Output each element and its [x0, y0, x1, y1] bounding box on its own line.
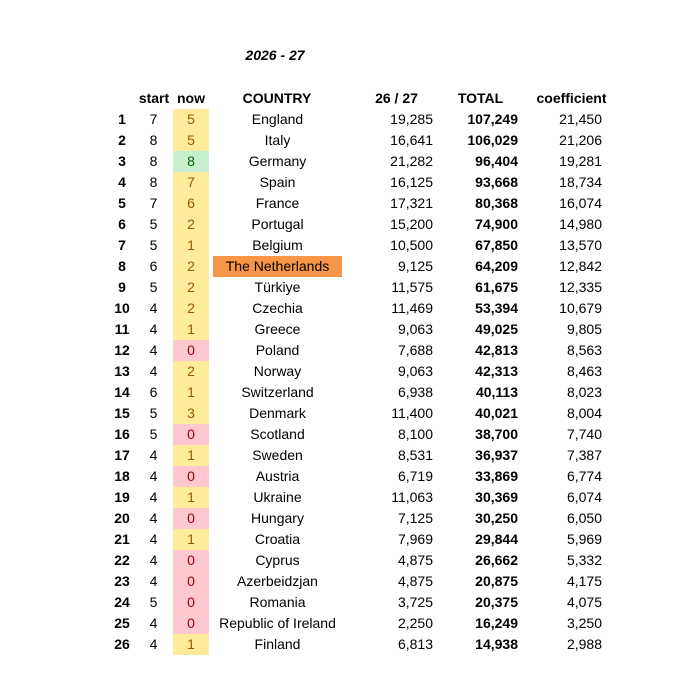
table-row [108, 550, 615, 571]
total-cell: 38,700 [475, 426, 518, 442]
now-cell: 2 [172, 298, 210, 319]
start-cell: 6 [149, 384, 158, 400]
rank-cell: 5 [118, 195, 126, 211]
total-cell: 67,850 [475, 237, 518, 253]
now-cell: 1 [172, 529, 210, 550]
rank-cell: 1 [118, 111, 126, 127]
rank-cell: 13 [114, 363, 130, 379]
country-column-cell [210, 193, 344, 214]
country-column-cell [210, 613, 344, 634]
start-cell: 6 [149, 258, 158, 274]
start-cell: 4 [149, 615, 158, 631]
country-column-cell [210, 130, 344, 151]
total-cell: 96,404 [475, 153, 518, 169]
total-cell: 14,938 [475, 636, 518, 652]
rank-cell: 14 [114, 384, 130, 400]
total-cell: 64,209 [475, 258, 518, 274]
table-row [108, 361, 615, 382]
table-row [108, 235, 615, 256]
rank-cell: 6 [118, 216, 126, 232]
season-points-cell: 11,469 [391, 300, 433, 316]
coefficient-cell: 21,450 [559, 111, 602, 127]
country-column-cell [210, 319, 344, 340]
start-cell: 4 [149, 300, 158, 316]
total-cell: 40,113 [475, 384, 518, 400]
start-cell: 4 [149, 552, 158, 568]
season-points-header: 26 / 27 [375, 90, 418, 106]
now-cell: 1 [172, 319, 210, 340]
country-cell: Azerbeidzjan [237, 573, 318, 589]
country-column-cell [210, 298, 344, 319]
now-header: now [177, 90, 205, 106]
total-cell: 106,029 [467, 132, 518, 148]
country-column-cell [210, 256, 344, 277]
total-cell: 20,375 [475, 594, 518, 610]
total-cell: 29,844 [475, 531, 518, 547]
table-row [108, 403, 615, 424]
coefficient-cell: 18,734 [559, 174, 602, 190]
header-row [108, 88, 615, 109]
country-cell: Poland [255, 342, 300, 358]
season-points-cell: 15,200 [390, 216, 433, 232]
rank-cell: 19 [114, 489, 130, 505]
country-cell: Republic of Ireland [219, 615, 336, 631]
rank-cell: 7 [118, 237, 126, 253]
start-cell: 4 [149, 636, 158, 652]
start-cell: 5 [149, 216, 158, 232]
country-column-cell [210, 109, 344, 130]
start-cell: 5 [149, 594, 158, 610]
country-column-cell [210, 466, 344, 487]
start-cell: 8 [149, 174, 158, 190]
season-points-cell: 7,125 [397, 510, 433, 526]
table-row [108, 445, 615, 466]
coefficient-cell: 2,988 [566, 636, 602, 652]
season-points-cell: 11,400 [391, 405, 433, 421]
coefficient-cell: 12,842 [559, 258, 602, 274]
coefficient-cell: 21,206 [559, 132, 602, 148]
country-column-cell [210, 382, 344, 403]
now-cell: 0 [172, 424, 210, 445]
rank-cell: 23 [114, 573, 130, 589]
season-points-cell: 17,321 [390, 195, 433, 211]
coefficient-cell: 10,679 [559, 300, 602, 316]
country-cell: Croatia [254, 531, 301, 547]
season-points-cell: 9,125 [397, 258, 433, 274]
start-cell: 4 [149, 573, 158, 589]
table-row [108, 151, 615, 172]
now-cell: 3 [172, 403, 210, 424]
total-cell: 33,869 [475, 468, 518, 484]
now-cell: 0 [172, 340, 210, 361]
table-row [108, 634, 615, 655]
coefficient-cell: 7,387 [566, 447, 602, 463]
country-column-cell [210, 361, 344, 382]
country-cell: Greece [254, 321, 301, 337]
season-points-cell: 7,969 [397, 531, 433, 547]
country-cell: Czechia [252, 300, 303, 316]
country-cell: Sweden [252, 447, 303, 463]
start-header: start [138, 90, 170, 106]
table-row [108, 172, 615, 193]
season-points-cell: 9,063 [397, 321, 433, 337]
now-cell: 1 [172, 487, 210, 508]
country-column-cell [210, 529, 344, 550]
start-cell: 4 [149, 321, 158, 337]
season-points-cell: 6,813 [397, 636, 433, 652]
table-row [108, 529, 615, 550]
start-cell: 7 [149, 195, 158, 211]
season-points-cell: 11,575 [391, 279, 433, 295]
start-cell: 5 [149, 405, 158, 421]
total-cell: 49,025 [475, 321, 518, 337]
season-points-cell: 8,531 [397, 447, 433, 463]
season-points-cell: 6,938 [397, 384, 433, 400]
rank-cell: 12 [114, 342, 130, 358]
coefficient-cell: 8,463 [566, 363, 602, 379]
country-cell: England [251, 111, 304, 127]
table-row [108, 277, 615, 298]
country-column-cell [210, 592, 344, 613]
coefficient-table [108, 88, 616, 655]
coefficient-cell: 5,332 [566, 552, 602, 568]
coefficient-cell: 7,740 [566, 426, 602, 442]
rank-cell: 26 [114, 636, 130, 652]
table-row [108, 571, 615, 592]
now-cell: 2 [172, 361, 210, 382]
start-cell: 4 [149, 363, 158, 379]
coefficient-cell: 12,335 [559, 279, 602, 295]
total-cell: 42,313 [475, 363, 518, 379]
coefficient-cell: 8,023 [566, 384, 602, 400]
now-cell: 8 [172, 151, 210, 172]
rank-cell: 21 [114, 531, 130, 547]
now-cell: 0 [172, 466, 210, 487]
coefficient-cell: 6,774 [566, 468, 602, 484]
country-cell: Finland [254, 636, 301, 652]
season-points-cell: 16,125 [390, 174, 433, 190]
rank-cell: 15 [114, 405, 130, 421]
total-cell: 16,249 [475, 615, 518, 631]
now-cell: 6 [172, 193, 210, 214]
start-cell: 5 [149, 279, 158, 295]
country-cell: Spain [259, 174, 296, 190]
now-cell: 5 [172, 109, 210, 130]
table-row [108, 298, 615, 319]
rank-cell: 11 [114, 321, 130, 337]
season-points-cell: 16,641 [390, 132, 433, 148]
start-cell: 5 [149, 426, 158, 442]
total-cell: 80,368 [475, 195, 518, 211]
country-column-cell [210, 340, 344, 361]
coefficient-cell: 6,074 [566, 489, 602, 505]
rank-cell: 18 [114, 468, 130, 484]
country-cell: Austria [255, 468, 300, 484]
country-cell: Belgium [252, 237, 303, 253]
table-row [108, 193, 615, 214]
season-points-cell: 11,063 [391, 489, 433, 505]
country-cell: Romania [249, 594, 306, 610]
season-points-cell: 6,719 [397, 468, 433, 484]
start-cell: 7 [149, 111, 158, 127]
total-cell: 107,249 [467, 111, 518, 127]
table-row [108, 340, 615, 361]
table-row [108, 466, 615, 487]
total-cell: 30,369 [475, 489, 518, 505]
now-cell: 0 [172, 508, 210, 529]
season-points-cell: 3,725 [397, 594, 433, 610]
country-column-cell [210, 550, 344, 571]
country-column-cell [210, 214, 344, 235]
table-row [108, 487, 615, 508]
season-points-cell: 8,100 [397, 426, 433, 442]
coefficient-cell: 4,075 [566, 594, 602, 610]
coefficient-cell: 6,050 [566, 510, 602, 526]
season-points-cell: 19,285 [390, 111, 433, 127]
now-cell: 1 [172, 382, 210, 403]
country-column-cell [210, 235, 344, 256]
table-row [108, 256, 615, 277]
now-cell: 1 [172, 445, 210, 466]
coefficient-cell: 19,281 [559, 153, 602, 169]
coefficient-cell: 8,563 [566, 342, 602, 358]
country-cell: Italy [264, 132, 291, 148]
season-points-cell: 2,250 [397, 615, 433, 631]
now-cell: 1 [172, 235, 210, 256]
table-row [108, 508, 615, 529]
country-cell: Cyprus [255, 552, 300, 568]
season-points-cell: 10,500 [390, 237, 433, 253]
country-column-cell [210, 424, 344, 445]
coefficient-cell: 16,074 [559, 195, 602, 211]
coefficient-cell: 4,175 [566, 573, 602, 589]
country-cell: Ukraine [253, 489, 302, 505]
now-cell: 7 [172, 172, 210, 193]
rank-cell: 24 [114, 594, 130, 610]
country-column-cell [210, 508, 344, 529]
total-cell: 20,875 [475, 573, 518, 589]
start-cell: 8 [149, 132, 158, 148]
country-cell: France [255, 195, 300, 211]
table-row [108, 319, 615, 340]
rank-cell: 16 [114, 426, 130, 442]
country-cell: Portugal [251, 216, 304, 232]
total-cell: 93,668 [475, 174, 518, 190]
start-cell: 8 [149, 153, 158, 169]
rank-cell: 22 [114, 552, 130, 568]
table-row [108, 109, 615, 130]
rank-cell: 20 [114, 510, 130, 526]
now-cell: 0 [172, 592, 210, 613]
start-cell: 4 [149, 342, 158, 358]
total-cell: 61,675 [475, 279, 518, 295]
country-header: COUNTRY [242, 90, 312, 106]
country-column-cell [210, 487, 344, 508]
total-cell: 42,813 [475, 342, 518, 358]
total-header: TOTAL [457, 90, 504, 106]
country-column-cell [210, 634, 344, 655]
country-cell: Norway [253, 363, 302, 379]
country-cell: Türkiye [254, 279, 301, 295]
rank-cell: 17 [114, 447, 130, 463]
start-cell: 5 [149, 237, 158, 253]
now-cell: 2 [172, 256, 210, 277]
start-cell: 4 [149, 447, 158, 463]
country-column-cell [210, 172, 344, 193]
country-cell: Scotland [250, 426, 305, 442]
coefficient-cell: 3,250 [566, 615, 602, 631]
country-cell: The Netherlands [213, 256, 342, 277]
season-points-cell: 9,063 [397, 363, 433, 379]
country-column-cell [210, 571, 344, 592]
rank-cell: 25 [114, 615, 130, 631]
now-cell: 0 [172, 550, 210, 571]
start-cell: 4 [149, 531, 158, 547]
table-row [108, 214, 615, 235]
table-row [108, 130, 615, 151]
total-cell: 74,900 [475, 216, 518, 232]
now-cell: 5 [172, 130, 210, 151]
country-cell: Denmark [249, 405, 306, 421]
coefficient-cell: 13,570 [559, 237, 602, 253]
country-cell: Switzerland [241, 384, 314, 400]
rank-cell: 10 [114, 300, 130, 316]
total-cell: 30,250 [475, 510, 518, 526]
table-row [108, 592, 615, 613]
total-cell: 53,394 [475, 300, 518, 316]
start-cell: 4 [149, 468, 158, 484]
total-cell: 40,021 [475, 405, 518, 421]
table-row [108, 613, 615, 634]
country-column-cell [210, 445, 344, 466]
now-cell: 2 [172, 277, 210, 298]
now-cell: 2 [172, 214, 210, 235]
start-cell: 4 [149, 510, 158, 526]
rank-cell: 4 [118, 174, 126, 190]
country-column-cell [210, 277, 344, 298]
total-cell: 26,662 [475, 552, 518, 568]
season-points-cell: 7,688 [397, 342, 433, 358]
table-row [108, 424, 615, 445]
coefficient-cell: 14,980 [559, 216, 602, 232]
rank-cell: 9 [118, 279, 126, 295]
table-row [108, 382, 615, 403]
season-points-cell: 4,875 [397, 573, 433, 589]
country-column-cell [210, 403, 344, 424]
country-cell: Hungary [251, 510, 304, 526]
coefficient-header: coefficient [536, 90, 607, 106]
coefficient-cell: 9,805 [566, 321, 602, 337]
season-title: 2026 - 27 [245, 47, 305, 63]
now-cell: 1 [172, 634, 210, 655]
country-cell: Germany [248, 153, 307, 169]
now-cell: 0 [172, 571, 210, 592]
rank-header [108, 88, 136, 109]
table-body [108, 109, 615, 655]
country-column-cell [210, 151, 344, 172]
coefficient-cell: 5,969 [566, 531, 602, 547]
rank-cell: 8 [118, 258, 126, 274]
now-cell: 0 [172, 613, 210, 634]
coefficient-cell: 8,004 [566, 405, 602, 421]
start-cell: 4 [149, 489, 158, 505]
rank-cell: 3 [118, 153, 126, 169]
total-cell: 36,937 [475, 447, 518, 463]
rank-cell: 2 [118, 132, 126, 148]
season-points-cell: 4,875 [397, 552, 433, 568]
season-points-cell: 21,282 [390, 153, 433, 169]
